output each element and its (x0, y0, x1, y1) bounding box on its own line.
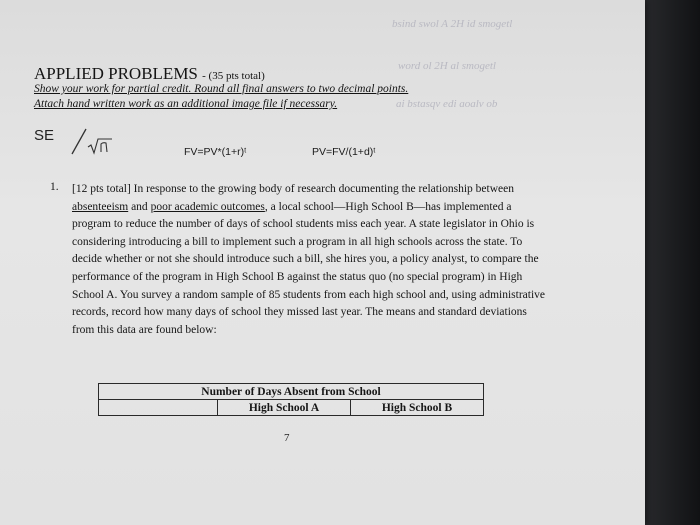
bleed-through-text: ai bstasqv edi aoalv ob (396, 98, 498, 110)
column-high-school-b: High School B (351, 400, 484, 416)
question-number: 1. (50, 181, 59, 193)
future-value-formula: FV=PV*(1+r)ᵗ (184, 146, 247, 158)
question-text-part: [12 pts total] In response to the growing body of research documenting the relationship between (72, 183, 514, 195)
underlined-term: absenteeism (72, 200, 129, 213)
table-header: Number of Days Absent from School (99, 384, 484, 400)
present-value-formula: PV=FV/(1+d)ᵗ (312, 146, 376, 158)
question-text-part: and (128, 200, 151, 213)
points-total: - (35 pts total) (202, 70, 265, 82)
se-label: SE (34, 127, 55, 144)
section-title (34, 64, 265, 84)
table-column-row (99, 400, 484, 416)
days-absent-table (98, 383, 484, 416)
instruction-line-2: Attach hand written work as an additional image file if necessary. (34, 98, 338, 110)
page-number: 7 (284, 432, 290, 444)
bleed-through-text: bsind swol A 2H id smogetl (392, 18, 513, 30)
instruction-line-1: Show your work for partial credit. Round all final answers to two decimal points. (34, 83, 409, 95)
table-header-row (99, 384, 484, 400)
column-high-school-a: High School A (218, 400, 351, 416)
desk-background (640, 0, 700, 525)
title-text: APPLIED PROBLEMS (34, 64, 198, 83)
bleed-through-text: word ol 2H al smogetl (398, 60, 496, 72)
handwritten-sqrt-n-icon (68, 125, 114, 157)
underlined-term: poor academic outcomes (150, 200, 265, 213)
question-text-part: , a local school—High School B—has implemented a program to reduce the number of days of school students miss each year. A state legislator in Ohio is considering introducing a bill to implement such a program in all high schools across the state. To decide whether or not she should introduce such a bill, she hires you, a policy analyst, to compare the performance of the program in High School B against the status quo (no special program) in High School A. You survey a random sample of 85 students from each high school and, using administrative records, record how many days of school they missed last year. The means and standard deviations from this data are found below: (72, 200, 546, 336)
table-blank-cell (99, 400, 218, 416)
question-text (72, 181, 552, 339)
